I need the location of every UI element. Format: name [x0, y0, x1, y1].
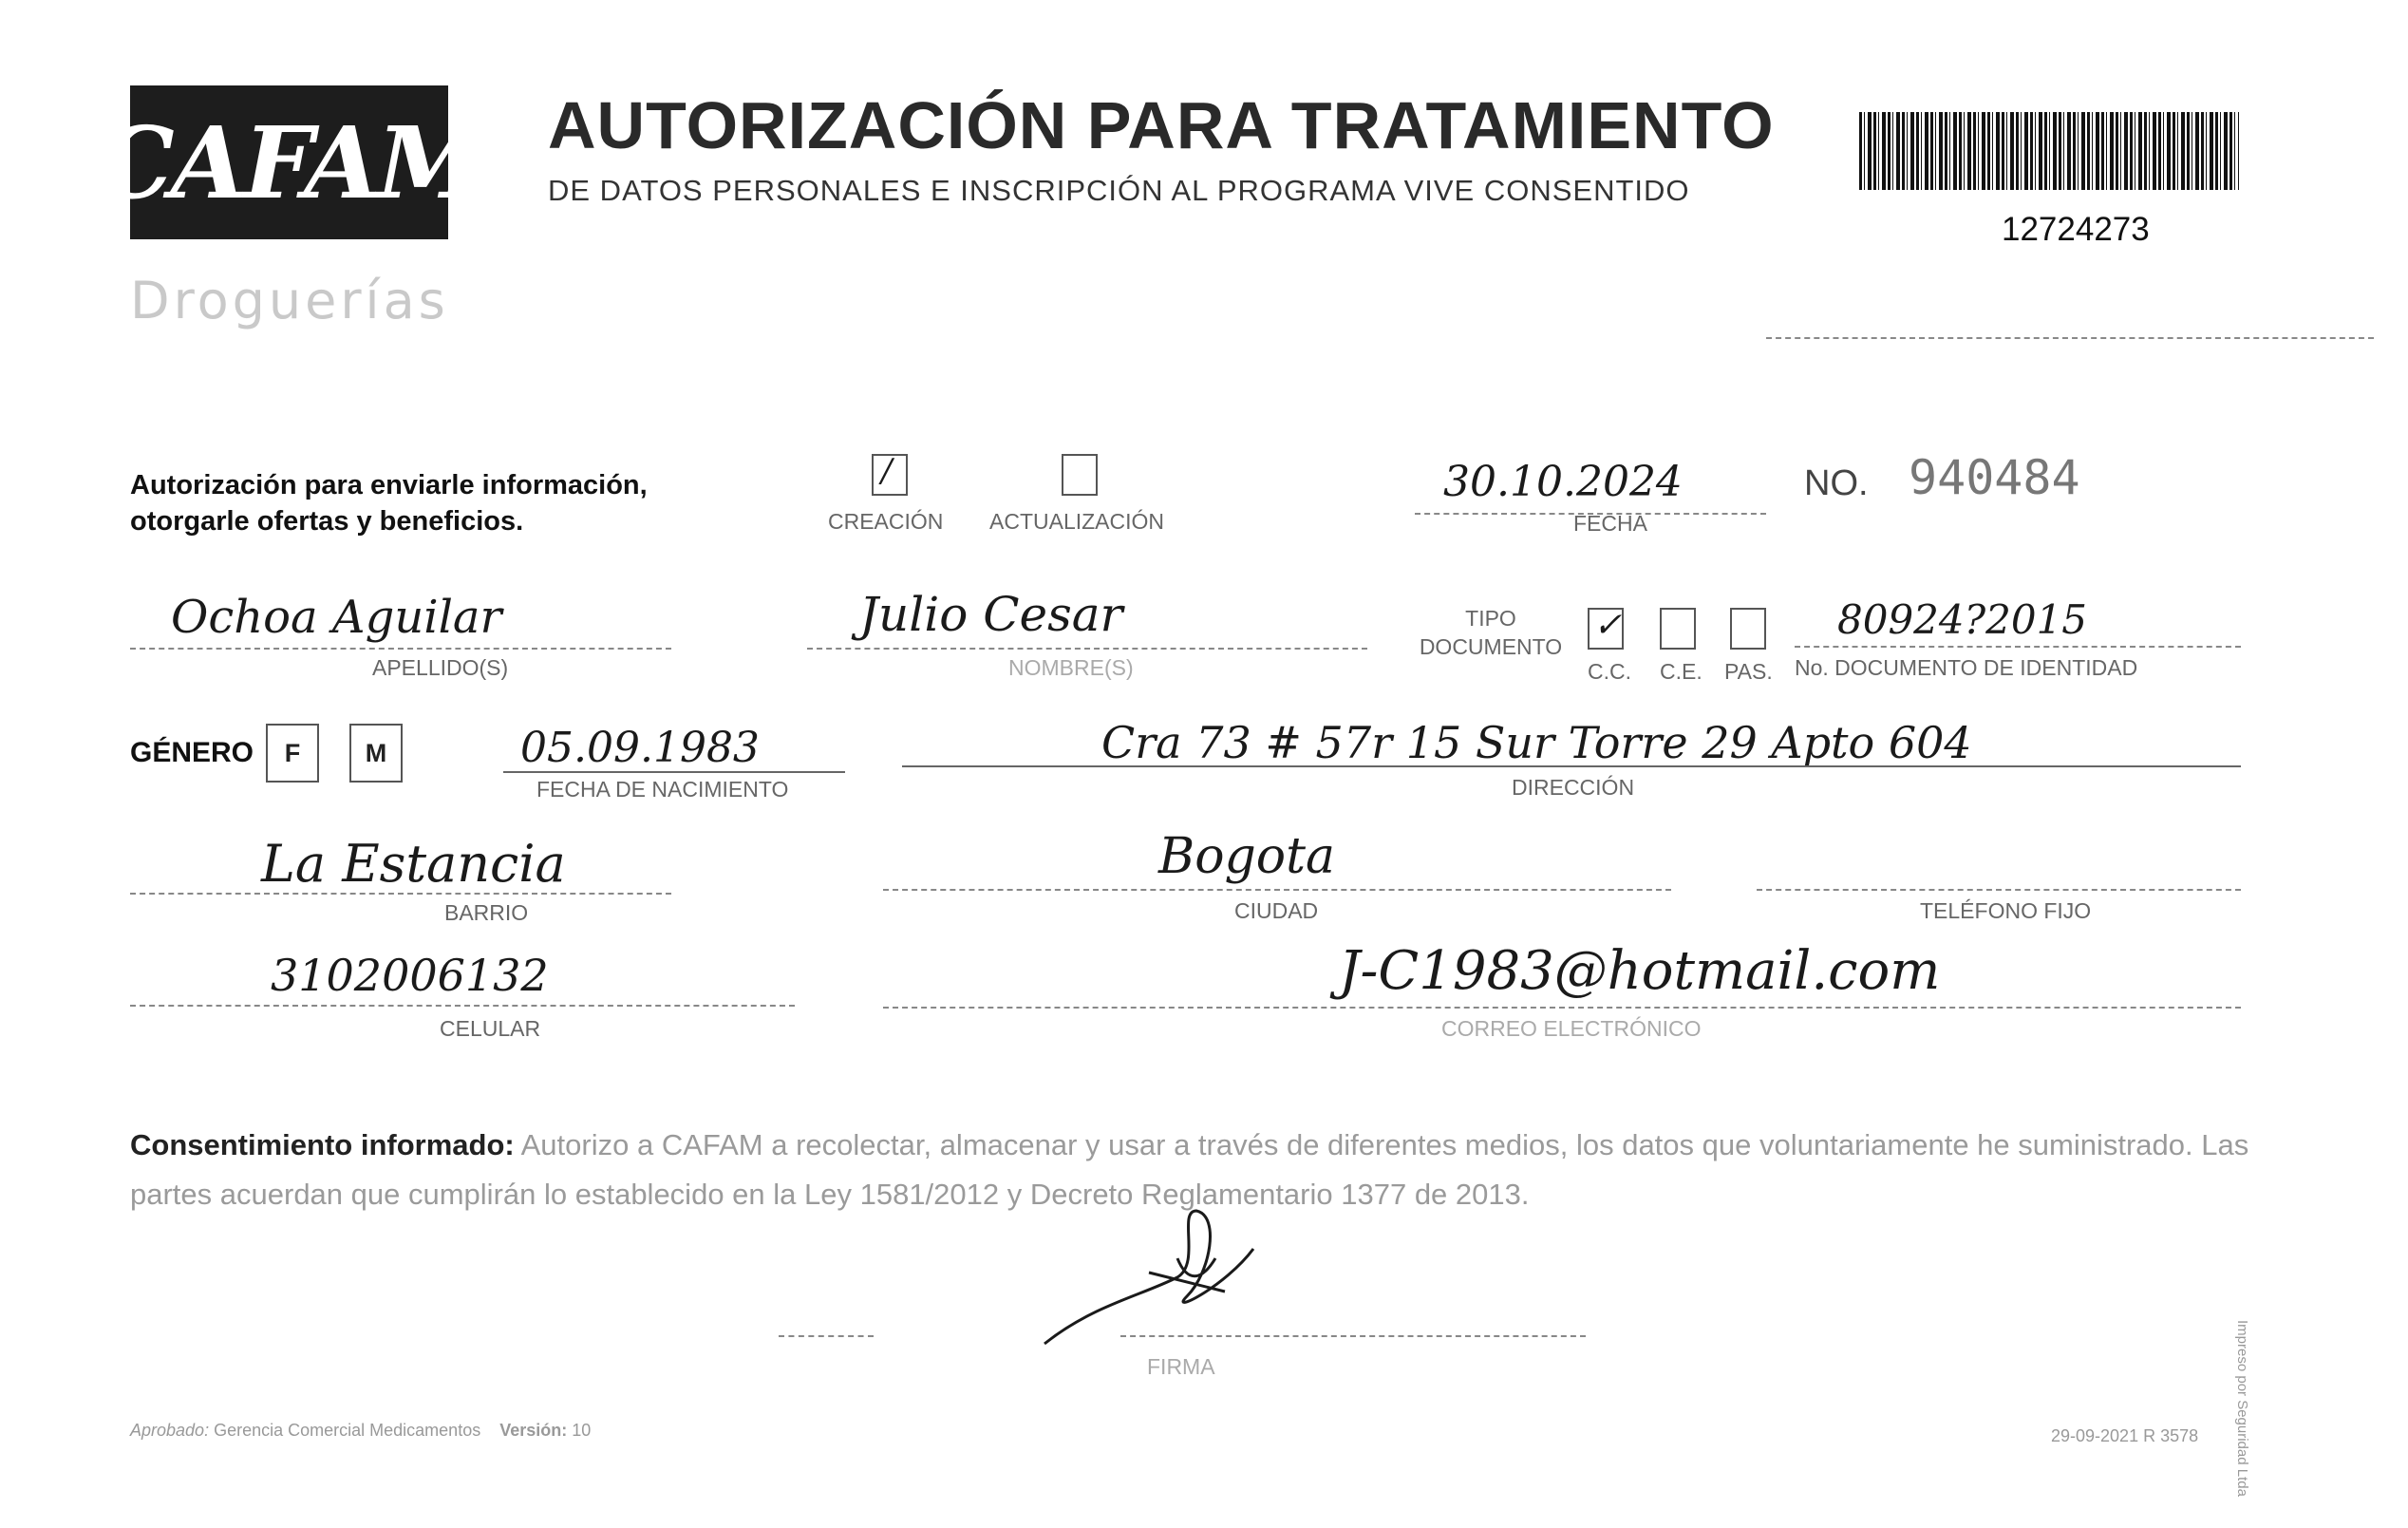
footer-approved-label: Aprobado:: [130, 1421, 210, 1440]
number-value: 940484: [1909, 450, 2080, 505]
barrio-value: La Estancia: [261, 834, 566, 894]
footer-approved-value: Gerencia Comercial Medicamentos: [214, 1421, 481, 1440]
footer-version-label: Versión:: [499, 1421, 568, 1440]
ciudad-value: Bogota: [1158, 828, 1336, 885]
footer-date-code: 29-09-2021 R 3578: [2051, 1426, 2199, 1445]
logo-subtext: Droguerías: [130, 271, 449, 330]
cc-mark: ✓: [1593, 606, 1623, 645]
genero-f-box[interactable]: F: [266, 724, 319, 783]
signature-line[interactable]: [1120, 1335, 1586, 1337]
telefono-line[interactable]: [1757, 889, 2241, 891]
creacion-label: CREACIÓN: [828, 509, 944, 534]
consent-heading: Consentimiento informado:: [130, 1128, 515, 1161]
correo-value: J-C1983@hotmail.com: [1339, 940, 1941, 1002]
footer-approved: [130, 1421, 591, 1441]
nacimiento-label: FECHA DE NACIMIENTO: [536, 777, 789, 802]
page-subtitle: DE DATOS PERSONALES E INSCRIPCIÓN AL PROGRAMA VIVE CONSENTIDO: [548, 174, 1690, 207]
documento-value: 80924?2015: [1837, 596, 2088, 643]
signature-scribble: [1035, 1192, 1263, 1353]
printer-vertical-text: Impreso por Seguridad Ltda: [2234, 1320, 2250, 1497]
direccion-label: DIRECCIÓN: [1512, 775, 1635, 800]
consent-text: Autorizo a CAFAM a recolectar, almacenar y usar a través de diferentes medios, los datos que voluntariamente he suministrado. Las partes acuerdan que cumplirán lo establecido en la Ley 1581/2012 y Decreto Reglamentario 1377 de 2013.: [130, 1128, 2249, 1211]
signature-line-left: [779, 1335, 874, 1337]
apellidos-value: Ochoa Aguilar: [171, 591, 502, 644]
barrio-line[interactable]: [130, 893, 671, 895]
nacimiento-value: 05.09.1983: [520, 724, 760, 772]
telefono-label: TELÉFONO FIJO: [1920, 898, 2092, 923]
authorization-text: Autorización para enviarle información, otorgarle ofertas y beneficios.: [130, 470, 648, 537]
barrio-label: BARRIO: [444, 900, 529, 925]
direccion-line[interactable]: [902, 765, 2241, 767]
signature-label: FIRMA: [1147, 1354, 1215, 1379]
ce-checkbox[interactable]: [1660, 608, 1696, 650]
nacimiento-line[interactable]: [503, 771, 845, 773]
celular-line[interactable]: [130, 1005, 795, 1007]
celular-value: 3102006132: [271, 950, 549, 1001]
genero-m-box[interactable]: M: [349, 724, 403, 783]
nombres-label: NOMBRE(S): [1008, 655, 1134, 680]
ciudad-line[interactable]: [883, 889, 1671, 891]
footer-version-value: 10: [572, 1421, 592, 1440]
creacion-checkbox[interactable]: [872, 454, 908, 496]
creacion-mark: /: [881, 452, 893, 490]
cc-checkbox[interactable]: [1588, 608, 1624, 650]
barcode: [1859, 112, 2239, 190]
apellidos-label: APELLIDO(S): [372, 655, 509, 680]
pas-checkbox[interactable]: [1730, 608, 1766, 650]
correo-line[interactable]: [883, 1007, 2241, 1009]
cc-label: C.C.: [1588, 659, 1631, 684]
number-label: NO.: [1804, 463, 1869, 503]
celular-label: CELULAR: [440, 1016, 541, 1041]
nombres-value: Julio Cesar: [859, 587, 1123, 642]
ce-label: C.E.: [1660, 659, 1703, 684]
nombres-line[interactable]: [807, 648, 1367, 650]
ciudad-label: CIUDAD: [1234, 898, 1319, 923]
actualizacion-checkbox[interactable]: [1062, 454, 1098, 496]
pas-label: PAS.: [1724, 659, 1773, 684]
documento-label: No. DOCUMENTO DE IDENTIDAD: [1795, 655, 2138, 680]
date-value: 30.10.2024: [1443, 458, 1683, 506]
date-label: FECHA: [1573, 511, 1647, 536]
tipo-documento-label: TIPO DOCUMENTO: [1419, 606, 1563, 659]
logo-text: CAFAM: [95, 104, 483, 221]
documento-line[interactable]: [1795, 646, 2241, 648]
apellidos-line[interactable]: [130, 648, 671, 650]
page-title: AUTORIZACIÓN PARA TRATAMIENTO: [548, 88, 1775, 162]
barcode-number: 12724273: [2002, 211, 2150, 248]
direccion-value: Cra 73 # 57r 15 Sur Torre 29 Apto 604: [1101, 717, 1972, 768]
genero-label: GÉNERO: [130, 737, 254, 768]
header-divider: [1766, 337, 2374, 339]
actualizacion-label: ACTUALIZACIÓN: [989, 509, 1165, 534]
cafam-logo: [95, 85, 483, 239]
correo-label: CORREO ELECTRÓNICO: [1441, 1016, 1702, 1041]
